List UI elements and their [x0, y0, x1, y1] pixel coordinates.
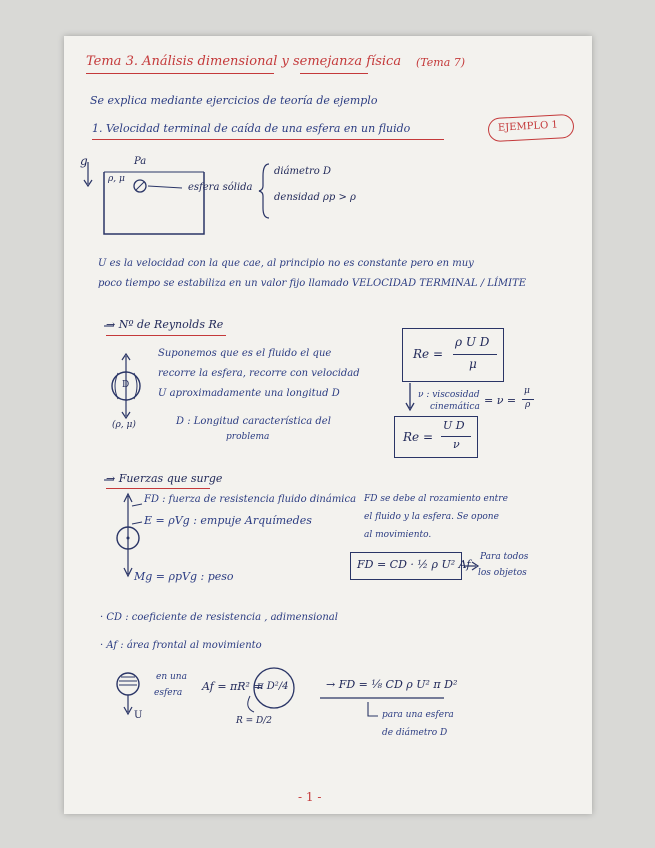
length-definition: D : Longitud característica del [176, 416, 331, 427]
drag-result-formula: → FD = ⅛ CD ρ U² π D² [326, 678, 458, 691]
reynolds-formula2-lhs: Re = [403, 430, 434, 444]
reynolds-formula-denominator: μ [469, 357, 477, 371]
diameter-label: diámetro D [274, 166, 331, 177]
reynolds-formula2-denominator: ν [453, 438, 460, 451]
example-badge-label: EJEMPLO 1 [497, 119, 559, 134]
reynolds-formula2-numerator: U D [443, 419, 465, 432]
forces-underline [106, 488, 210, 489]
sphere-label: esfera sólida [188, 182, 253, 193]
density-label: densidad ρp > ρ [274, 192, 356, 203]
radius-relation: R = D/2 [236, 716, 273, 726]
velocity-paragraph-line1: U es la velocidad con la que cae, al principio no es constante pero en muy [98, 258, 474, 269]
viscosity-label: ν : viscosidad [418, 390, 480, 400]
velocity-arrow-label: U [134, 710, 143, 721]
viscosity-equation: = ν = [484, 394, 517, 407]
page-number: - 1 - [298, 790, 322, 804]
drag-note-line2: el fluido y la esfera. Se opone [364, 512, 499, 522]
fluid-properties-label: ρ, μ [108, 174, 125, 184]
weight-definition: Mg = ρpVg : peso [134, 570, 234, 583]
sphere-note-line1: en una [156, 672, 187, 682]
drag-note-line3: al movimiento. [364, 530, 432, 540]
viscosity-label-2: cinemática [430, 402, 480, 412]
reynolds-fraction-bar [453, 354, 497, 355]
reynolds-formula-lhs: Re = [413, 347, 444, 361]
forces-heading: → Fuerzas que surge [106, 472, 223, 485]
frontal-area-fraction: π D²/4 [257, 681, 289, 692]
sphere-note-line2: esfera [154, 688, 183, 698]
viscosity-numerator: μ [524, 386, 530, 396]
drag-force-definition: FD : fuerza de resistencia fluido dinámica [144, 494, 357, 505]
result-note-line2: de diámetro D [382, 728, 448, 738]
reynolds-text-line3: U aproximadamente una longitud D [158, 388, 340, 399]
buoyancy-definition: E = ρVg : empuje Arquímedes [144, 514, 312, 527]
atmospheric-pressure-label: Pa [134, 156, 147, 167]
reynolds-formula-box [402, 328, 504, 382]
section-heading: 1. Velocidad terminal de caída de una esfera en un fluido [92, 122, 411, 135]
length-definition-2: problema [226, 432, 270, 442]
reynolds-heading: → Nº de Reynolds Re [106, 318, 224, 331]
drag-formula-box [350, 552, 471, 580]
frontal-area-formula: Af = πR² = [202, 680, 263, 693]
result-note-line1: para una esfera [382, 710, 454, 720]
intro-text: Se explica mediante ejercicios de teoría de ejemplo [90, 94, 378, 107]
reynolds-fluid-label: (ρ, μ) [112, 420, 136, 430]
reynolds-text-line1: Suponemos que es el fluido el que [158, 348, 332, 359]
notebook-page [64, 36, 592, 814]
reynolds-sphere-letter: D [122, 380, 130, 390]
viscosity-denominator: ρ [525, 400, 531, 410]
reynolds-formula2-bar [441, 436, 471, 437]
applies-to-line1: Para todos [480, 552, 529, 562]
drag-formula: FD = CD · ½ ρ U² Af [357, 558, 471, 571]
velocity-paragraph-line2: poco tiempo se estabiliza en un valor fijo llamado VELOCIDAD TERMINAL / LÍMITE [98, 278, 527, 289]
reynolds-underline [106, 335, 226, 336]
drag-coefficient-definition: · CD : coeficiente de resistencia , adimensional [100, 612, 338, 623]
drag-note-line1: FD se debe al rozamiento entre [364, 494, 508, 504]
frontal-area-definition: · Af : área frontal al movimiento [100, 640, 262, 651]
tema-reference: (Tema 7) [416, 56, 466, 69]
reynolds-kinematic-box [394, 416, 478, 458]
page-title: Tema 3. Análisis dimensional y semejanza física [86, 54, 402, 69]
applies-to-line2: los objetos [478, 568, 527, 578]
reynolds-formula-numerator: ρ U D [455, 335, 490, 349]
gravity-label: g [80, 154, 88, 168]
reynolds-text-line2: recorre la esfera, recorre con velocidad [158, 368, 360, 379]
